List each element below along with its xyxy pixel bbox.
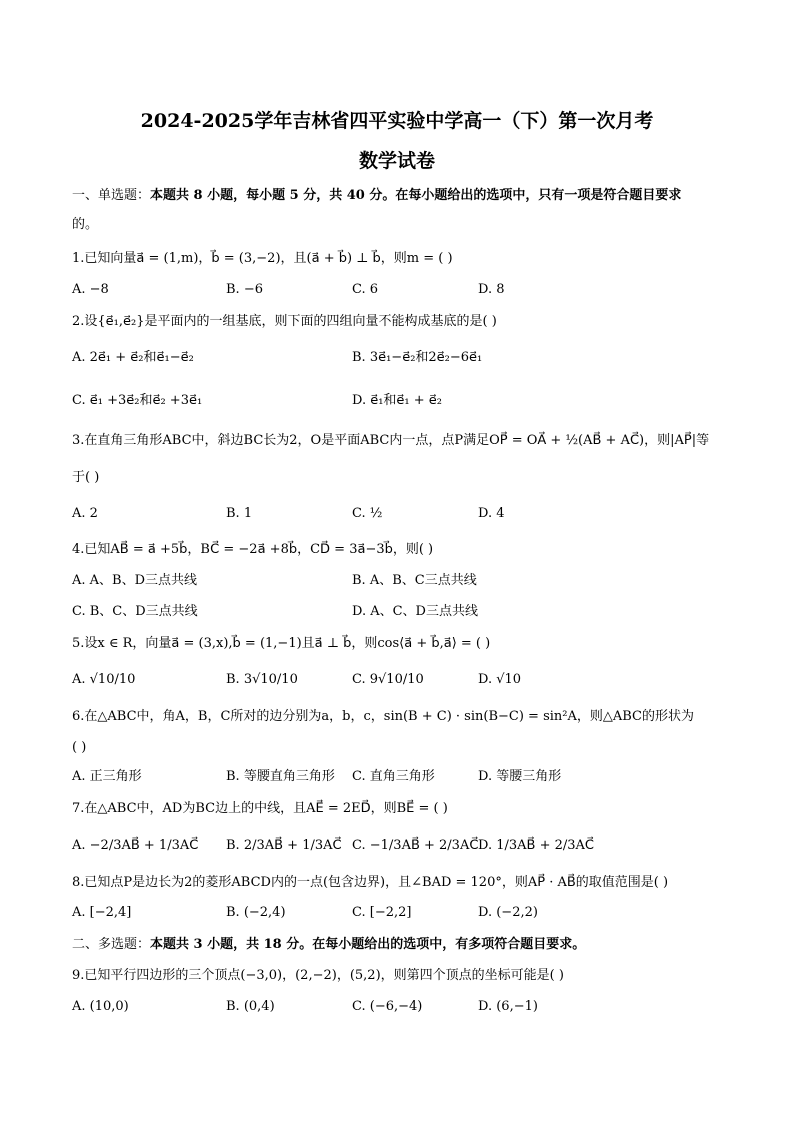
question-1-stem: 1.已知向量a⃗ = (1,m)，b⃗ = (3,−2)，且(a⃗ + b⃗) ⊥ b⃗，则m = ( ) [72, 251, 453, 266]
q7-option-a: A. −2/3AB⃗ + 1/3AC⃗ [72, 838, 199, 853]
question-3-stem: 3.在直角三角形ABC中，斜边BC长为2，O是平面ABC内一点，点P满足OP⃗ = OA⃗ + ½(AB⃗ + AC⃗)，则|AP⃗|等 [72, 433, 710, 448]
q8-option-a: A. [−2,4] [72, 905, 132, 920]
question-8-stem: 8.已知点P是边长为2的菱形ABCD内的一点(包含边界)，且∠BAD = 120°，则AP⃗ · AB⃗的取值范围是( ) [72, 875, 669, 890]
question-7-stem: 7.在△ABC中，AD为BC边上的中线，且AE⃗ = 2ED⃗，则BE⃗ = ( ) [72, 801, 448, 816]
q5-option-b: B. 3√10/10 [226, 672, 298, 687]
q5-option-c: C. 9√10/10 [352, 672, 424, 687]
q8-option-c: C. [−2,2] [352, 905, 412, 920]
q1-option-a: A. −8 [72, 282, 109, 297]
q3-option-a: A. 2 [72, 506, 98, 521]
q1-option-d: D. 8 [478, 282, 505, 297]
q4-option-c: C. B、C、D三点共线 [72, 604, 198, 619]
q6-option-d: D. 等腰三角形 [478, 769, 562, 784]
q9-option-d: D. (6,−1) [478, 999, 538, 1014]
exam-subtitle: 数学试卷 [358, 150, 435, 172]
q4-option-b: B. A、B、C三点共线 [352, 573, 477, 588]
q9-option-b: B. (0,4) [226, 999, 275, 1014]
q7-option-d: D. 1/3AB⃗ + 2/3AC⃗ [478, 838, 594, 853]
section1-label: 一、单选题： [72, 188, 151, 203]
q2-option-a: A. 2e⃗₁ + e⃗₂和e⃗₁−e⃗₂ [72, 350, 194, 365]
question-2-stem: 2.设{e⃗₁,e⃗₂}是平面内的一组基底，则下面的四组向量不能构成基底的是( ) [72, 314, 497, 329]
q2-option-d: D. e⃗₁和e⃗₁ + e⃗₂ [352, 393, 443, 408]
q5-option-a: A. √10/10 [72, 672, 136, 687]
q9-option-a: A. (10,0) [72, 999, 129, 1014]
q4-option-d: D. A、C、D三点共线 [352, 604, 478, 619]
q6-option-b: B. 等腰直角三角形 [226, 769, 335, 784]
q7-option-b: B. 2/3AB⃗ + 1/3AC⃗ [226, 838, 342, 853]
question-6-stem-cont: ( ) [72, 740, 87, 755]
exam-title: 2024-2025学年吉林省四平实验中学高一（下）第一次月考 [140, 110, 654, 132]
q6-option-c: C. 直角三角形 [352, 769, 435, 784]
section2-header [72, 937, 585, 953]
q2-option-c: C. e⃗₁ +3e⃗₂和e⃗₂ +3e⃗₁ [72, 393, 203, 408]
q1-option-c: C. 6 [352, 282, 379, 297]
q6-option-a: A. 正三角形 [72, 769, 142, 784]
q8-option-d: D. (−2,2) [478, 905, 538, 920]
question-9-stem: 9.已知平行四边形的三个顶点(−3,0)，(2,−2)，(5,2)，则第四个顶点的坐标可能是( ) [72, 968, 564, 983]
section1-header [72, 188, 681, 204]
section1-desc: 本题共 8 小题，每小题 5 分，共 40 分。在每小题给出的选项中，只有一项是符合题目要求 [150, 188, 682, 203]
q3-option-c: C. ½ [352, 506, 383, 521]
q4-option-a: A. A、B、D三点共线 [72, 573, 198, 588]
section2-label: 二、多选题： [72, 937, 151, 952]
q5-option-d: D. √10 [478, 672, 522, 687]
q2-option-b: B. 3e⃗₁−e⃗₂和2e⃗₂−6e⃗₁ [352, 350, 483, 365]
section1-desc-cont: 的。 [72, 217, 99, 232]
question-6-stem: 6.在△ABC中，角A，B，C所对的边分别为a，b，c，sin(B + C) · sin(B−C) = sin²A，则△ABC的形状为 [72, 709, 694, 724]
question-3-stem-cont: 于( ) [72, 470, 100, 485]
q9-option-c: C. (−6,−4) [352, 999, 423, 1014]
question-5-stem: 5.设x ∈ R，向量a⃗ = (3,x),b⃗ = (1,−1)且a⃗ ⊥ b⃗，则cos⟨a⃗ + b⃗,a⃗⟩ = ( ) [72, 636, 491, 651]
q8-option-b: B. (−2,4) [226, 905, 286, 920]
q7-option-c: C. −1/3AB⃗ + 2/3AC⃗ [352, 838, 479, 853]
section2-desc: 本题共 3 小题，共 18 分。在每小题给出的选项中，有多项符合题目要求。 [150, 937, 586, 952]
question-4-stem: 4.已知AB⃗ = a⃗ +5b⃗，BC⃗ = −2a⃗ +8b⃗，CD⃗ = 3a⃗−3b⃗，则( ) [72, 542, 434, 557]
q1-option-b: B. −6 [226, 282, 263, 297]
q3-option-d: D. 4 [478, 506, 505, 521]
q3-option-b: B. 1 [226, 506, 253, 521]
